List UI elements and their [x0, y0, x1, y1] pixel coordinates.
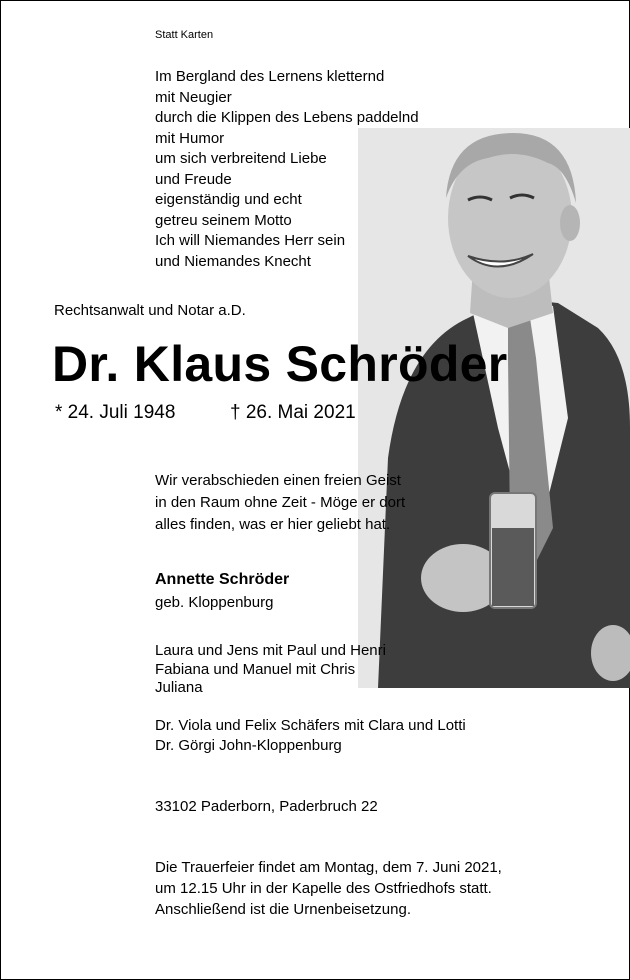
family-line: Fabiana und Manuel mit Chris [155, 660, 356, 678]
funeral-announcement [155, 857, 502, 920]
family-line: Dr. Viola und Felix Schäfers mit Clara und Lotti [155, 717, 466, 734]
poem-line: eigenständig und echt [155, 191, 302, 208]
poem-line: Ich will Niemandes Herr sein [155, 232, 346, 249]
deceased-name: Dr. Klaus Schröder [52, 336, 508, 392]
poem-line: um sich verbreitend Liebe [155, 150, 327, 167]
poem-line: mit Neugier [155, 88, 232, 106]
family-group-2 [155, 716, 466, 756]
poem-line: Im Bergland des Lernens kletternd [155, 68, 385, 85]
family-group-1 [155, 642, 386, 698]
announcement-line: um 12.15 Uhr in der Kapelle des Ostfriedhofs statt. [155, 880, 492, 897]
widow-name: Annette Schröder [155, 571, 290, 588]
farewell-line: alles finden, was er hier geliebt hat. [155, 516, 391, 533]
poem [155, 67, 419, 272]
farewell-line: Wir verabschieden einen freien Geist [155, 472, 401, 489]
profession: Rechtsanwalt und Notar a.D. [54, 302, 246, 319]
farewell-line: in den Raum ohne Zeit - Möge er dort [155, 494, 406, 511]
family-line: Laura und Jens mit Paul und Henri [155, 642, 386, 659]
poem-line: durch die Klippen des Lebens paddelnd [155, 109, 419, 126]
announcement-line: Die Trauerfeier findet am Montag, dem 7. Juni 2021, [155, 859, 502, 876]
poem-line: mit Humor [155, 129, 225, 147]
family-line: Dr. Görgi John-Kloppenburg [155, 737, 342, 754]
widow-maiden-name: geb. Kloppenburg [155, 594, 274, 611]
family-line: Juliana [155, 679, 203, 696]
announcement-line: Anschließend ist die Urnenbeisetzung. [155, 901, 411, 918]
farewell-text [155, 470, 405, 536]
poem-line: getreu seinem Motto [155, 211, 292, 229]
address: 33102 Paderborn, Paderbruch 22 [155, 798, 378, 815]
poem-line: und Niemandes Knecht [155, 252, 311, 270]
poem-line: und Freude [155, 170, 232, 188]
death-date: † 26. Mai 2021 [230, 402, 356, 423]
header-note: Statt Karten [155, 29, 214, 41]
birth-date: * 24. Juli 1948 [55, 402, 176, 423]
